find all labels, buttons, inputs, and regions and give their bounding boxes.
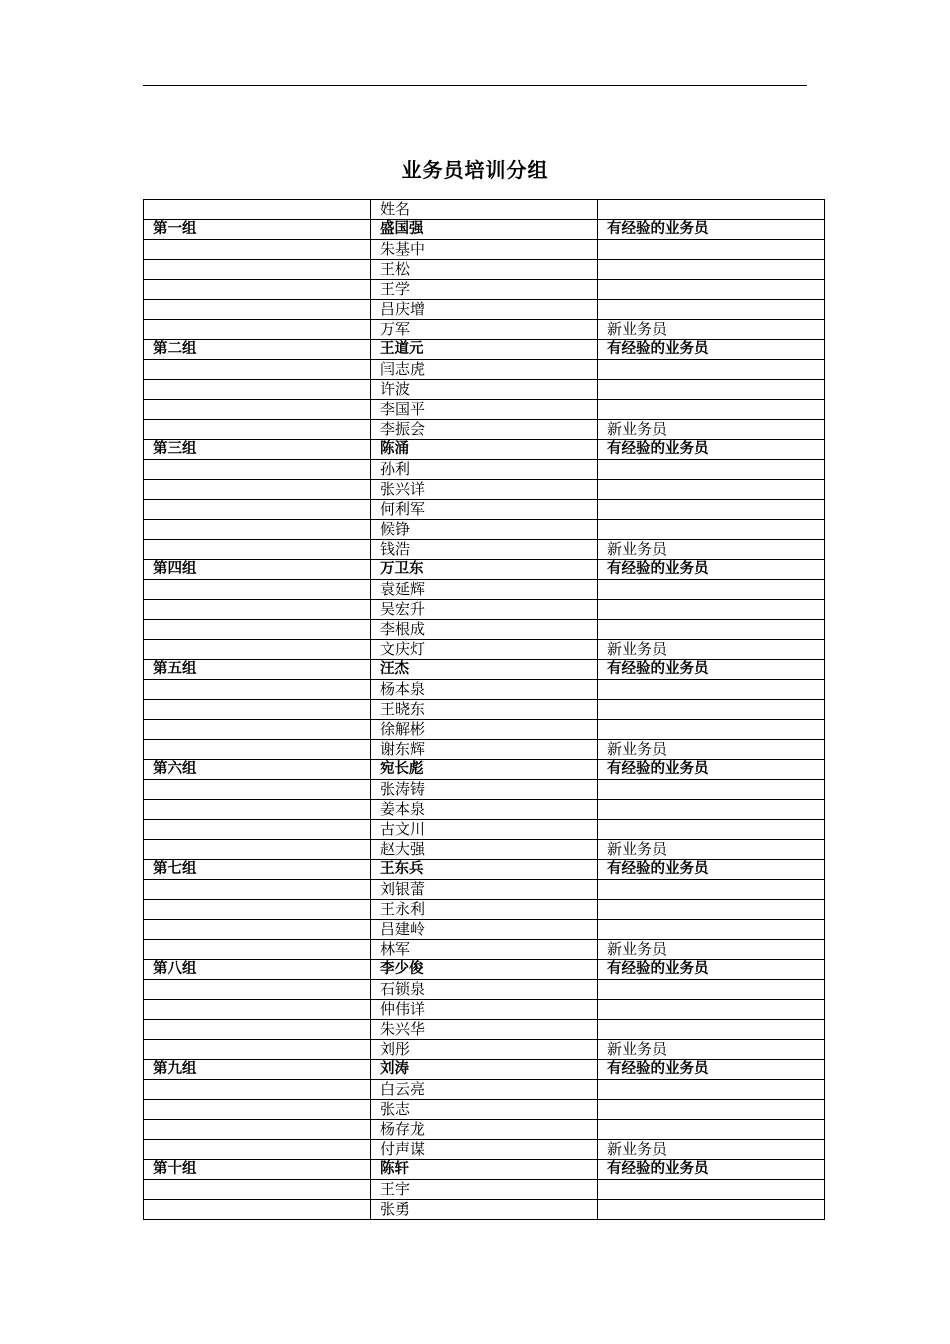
- table-row: [144, 840, 825, 860]
- member-role-cell: 新业务员: [598, 1040, 825, 1060]
- table-row: [144, 540, 825, 560]
- group-name-cell: [144, 520, 371, 540]
- training-group-table: [143, 199, 825, 1220]
- member-name-cell: 王道元: [371, 340, 598, 360]
- member-role-cell: 新业务员: [598, 320, 825, 340]
- table-row: [144, 1160, 825, 1180]
- table-row: [144, 1180, 825, 1200]
- table-row: [144, 1000, 825, 1020]
- group-name-cell: [144, 380, 371, 400]
- member-role-cell: [598, 600, 825, 620]
- member-name-cell: 王学: [371, 280, 598, 300]
- member-role-cell: [598, 480, 825, 500]
- group-name-cell: [144, 240, 371, 260]
- group-name-cell: 第七组: [144, 860, 371, 880]
- member-name-cell: 吴宏升: [371, 600, 598, 620]
- table-row: [144, 880, 825, 900]
- member-name-cell: 李振会: [371, 420, 598, 440]
- member-role-cell: 新业务员: [598, 940, 825, 960]
- group-name-cell: [144, 580, 371, 600]
- member-name-cell: 王永利: [371, 900, 598, 920]
- member-name-cell: 候铮: [371, 520, 598, 540]
- header-cell-group: [144, 200, 371, 220]
- group-name-cell: [144, 1180, 371, 1200]
- member-role-cell: [598, 1180, 825, 1200]
- member-name-cell: 王东兵: [371, 860, 598, 880]
- table-row: [144, 1080, 825, 1100]
- table-row: [144, 940, 825, 960]
- member-role-cell: 有经验的业务员: [598, 560, 825, 580]
- member-role-cell: 新业务员: [598, 740, 825, 760]
- header-cell-name: 姓名: [371, 200, 598, 220]
- member-role-cell: 新业务员: [598, 1140, 825, 1160]
- group-name-cell: [144, 940, 371, 960]
- table-header-row: [144, 200, 825, 220]
- table-row: [144, 340, 825, 360]
- group-name-cell: [144, 500, 371, 520]
- member-name-cell: 姜本泉: [371, 800, 598, 820]
- group-name-cell: [144, 900, 371, 920]
- member-role-cell: [598, 800, 825, 820]
- table-row: [144, 900, 825, 920]
- member-role-cell: [598, 920, 825, 940]
- table-row: [144, 620, 825, 640]
- table-row: [144, 820, 825, 840]
- table-row: [144, 720, 825, 740]
- member-role-cell: [598, 300, 825, 320]
- group-name-cell: 第三组: [144, 440, 371, 460]
- member-name-cell: 吕建岭: [371, 920, 598, 940]
- table-row: [144, 740, 825, 760]
- member-role-cell: 有经验的业务员: [598, 960, 825, 980]
- group-name-cell: [144, 1080, 371, 1100]
- member-name-cell: 付声谋: [371, 1140, 598, 1160]
- member-role-cell: 有经验的业务员: [598, 220, 825, 240]
- group-name-cell: 第五组: [144, 660, 371, 680]
- member-name-cell: 陈轩: [371, 1160, 598, 1180]
- member-role-cell: [598, 1100, 825, 1120]
- group-name-cell: [144, 640, 371, 660]
- group-name-cell: [144, 1200, 371, 1220]
- member-role-cell: 有经验的业务员: [598, 660, 825, 680]
- member-role-cell: 有经验的业务员: [598, 1160, 825, 1180]
- member-role-cell: [598, 880, 825, 900]
- group-name-cell: [144, 920, 371, 940]
- table-row: [144, 320, 825, 340]
- table-row: [144, 480, 825, 500]
- group-name-cell: 第九组: [144, 1060, 371, 1080]
- table-row: [144, 580, 825, 600]
- group-name-cell: [144, 460, 371, 480]
- member-name-cell: 陈涌: [371, 440, 598, 460]
- member-name-cell: 文庆灯: [371, 640, 598, 660]
- group-name-cell: [144, 680, 371, 700]
- group-name-cell: 第六组: [144, 760, 371, 780]
- member-name-cell: 李少俊: [371, 960, 598, 980]
- group-name-cell: [144, 720, 371, 740]
- table-row: [144, 780, 825, 800]
- table-row: [144, 1200, 825, 1220]
- member-name-cell: 李根成: [371, 620, 598, 640]
- group-name-cell: 第四组: [144, 560, 371, 580]
- member-role-cell: [598, 260, 825, 280]
- member-role-cell: [598, 820, 825, 840]
- group-name-cell: [144, 480, 371, 500]
- member-name-cell: 古文川: [371, 820, 598, 840]
- header-cell-role: [598, 200, 825, 220]
- member-role-cell: 新业务员: [598, 840, 825, 860]
- table-row: [144, 380, 825, 400]
- table-row: [144, 1100, 825, 1120]
- member-name-cell: 闫志虎: [371, 360, 598, 380]
- group-name-cell: [144, 1140, 371, 1160]
- member-name-cell: 徐解彬: [371, 720, 598, 740]
- table-row: [144, 760, 825, 780]
- member-name-cell: 朱基中: [371, 240, 598, 260]
- table-row: [144, 460, 825, 480]
- member-role-cell: 新业务员: [598, 420, 825, 440]
- member-name-cell: 刘涛: [371, 1060, 598, 1080]
- member-role-cell: [598, 240, 825, 260]
- group-name-cell: [144, 1120, 371, 1140]
- table-row: [144, 860, 825, 880]
- group-name-cell: [144, 980, 371, 1000]
- group-name-cell: [144, 1020, 371, 1040]
- member-name-cell: 宛长彪: [371, 760, 598, 780]
- member-role-cell: [598, 680, 825, 700]
- member-name-cell: 林军: [371, 940, 598, 960]
- table-row: [144, 280, 825, 300]
- group-name-cell: [144, 740, 371, 760]
- group-name-cell: [144, 420, 371, 440]
- member-role-cell: [598, 1080, 825, 1100]
- table-row: [144, 1020, 825, 1040]
- member-role-cell: 新业务员: [598, 640, 825, 660]
- member-name-cell: 王宇: [371, 1180, 598, 1200]
- member-name-cell: 李国平: [371, 400, 598, 420]
- member-role-cell: [598, 780, 825, 800]
- member-role-cell: [598, 1200, 825, 1220]
- member-name-cell: 盛国强: [371, 220, 598, 240]
- member-role-cell: 有经验的业务员: [598, 440, 825, 460]
- group-name-cell: [144, 400, 371, 420]
- group-name-cell: 第十组: [144, 1160, 371, 1180]
- member-role-cell: [598, 280, 825, 300]
- member-role-cell: 有经验的业务员: [598, 1060, 825, 1080]
- member-name-cell: 钱浩: [371, 540, 598, 560]
- table-row: [144, 300, 825, 320]
- group-name-cell: [144, 600, 371, 620]
- group-name-cell: [144, 620, 371, 640]
- group-name-cell: 第二组: [144, 340, 371, 360]
- table-row: [144, 980, 825, 1000]
- member-name-cell: 许波: [371, 380, 598, 400]
- table-row: [144, 640, 825, 660]
- member-name-cell: 刘彤: [371, 1040, 598, 1060]
- member-name-cell: 袁延辉: [371, 580, 598, 600]
- group-name-cell: [144, 1000, 371, 1020]
- member-name-cell: 刘银蕾: [371, 880, 598, 900]
- member-role-cell: [598, 1020, 825, 1040]
- group-name-cell: [144, 300, 371, 320]
- member-role-cell: [598, 720, 825, 740]
- table-row: [144, 500, 825, 520]
- member-role-cell: [598, 360, 825, 380]
- member-name-cell: 杨本泉: [371, 680, 598, 700]
- member-name-cell: 张志: [371, 1100, 598, 1120]
- table-row: [144, 660, 825, 680]
- group-name-cell: [144, 820, 371, 840]
- table-row: [144, 680, 825, 700]
- table-row: [144, 220, 825, 240]
- table-row: [144, 240, 825, 260]
- group-name-cell: [144, 700, 371, 720]
- member-role-cell: [598, 1120, 825, 1140]
- group-name-cell: [144, 260, 371, 280]
- member-role-cell: [598, 620, 825, 640]
- group-name-cell: [144, 800, 371, 820]
- table-row: [144, 420, 825, 440]
- table-row: [144, 360, 825, 380]
- member-role-cell: [598, 580, 825, 600]
- group-name-cell: [144, 1040, 371, 1060]
- member-name-cell: 万卫东: [371, 560, 598, 580]
- table-row: [144, 800, 825, 820]
- member-role-cell: 有经验的业务员: [598, 760, 825, 780]
- member-role-cell: [598, 700, 825, 720]
- member-role-cell: [598, 400, 825, 420]
- table-row: [144, 1060, 825, 1080]
- table-row: [144, 560, 825, 580]
- group-name-cell: 第八组: [144, 960, 371, 980]
- member-role-cell: 有经验的业务员: [598, 340, 825, 360]
- group-name-cell: [144, 360, 371, 380]
- member-name-cell: 吕庆增: [371, 300, 598, 320]
- member-name-cell: 张勇: [371, 1200, 598, 1220]
- group-name-cell: [144, 540, 371, 560]
- table-row: [144, 1120, 825, 1140]
- member-name-cell: 仲伟详: [371, 1000, 598, 1020]
- member-role-cell: [598, 1000, 825, 1020]
- member-role-cell: 有经验的业务员: [598, 860, 825, 880]
- table-row: [144, 920, 825, 940]
- member-name-cell: 赵大强: [371, 840, 598, 860]
- member-role-cell: [598, 900, 825, 920]
- table-row: [144, 700, 825, 720]
- member-role-cell: 新业务员: [598, 540, 825, 560]
- table-row: [144, 960, 825, 980]
- member-role-cell: [598, 460, 825, 480]
- member-role-cell: [598, 380, 825, 400]
- group-name-cell: [144, 280, 371, 300]
- table-row: [144, 1040, 825, 1060]
- group-name-cell: [144, 840, 371, 860]
- member-name-cell: 白云亮: [371, 1080, 598, 1100]
- member-name-cell: 王松: [371, 260, 598, 280]
- group-name-cell: [144, 880, 371, 900]
- document-title: 业务员培训分组: [401, 158, 549, 182]
- group-name-cell: [144, 1100, 371, 1120]
- table-row: [144, 1140, 825, 1160]
- member-role-cell: [598, 980, 825, 1000]
- member-name-cell: 石锁泉: [371, 980, 598, 1000]
- table-row: [144, 520, 825, 540]
- table-body: [144, 200, 825, 1220]
- group-name-cell: 第一组: [144, 220, 371, 240]
- group-name-cell: [144, 780, 371, 800]
- member-role-cell: [598, 500, 825, 520]
- member-name-cell: 王晓东: [371, 700, 598, 720]
- header-rule: [143, 85, 807, 86]
- table-row: [144, 400, 825, 420]
- member-role-cell: [598, 520, 825, 540]
- member-name-cell: 朱兴华: [371, 1020, 598, 1040]
- member-name-cell: 汪杰: [371, 660, 598, 680]
- group-name-cell: [144, 320, 371, 340]
- table-row: [144, 600, 825, 620]
- member-name-cell: 何利军: [371, 500, 598, 520]
- member-name-cell: 谢东辉: [371, 740, 598, 760]
- table-row: [144, 440, 825, 460]
- member-name-cell: 孙利: [371, 460, 598, 480]
- member-name-cell: 张兴详: [371, 480, 598, 500]
- member-name-cell: 张涛铸: [371, 780, 598, 800]
- member-name-cell: 杨存龙: [371, 1120, 598, 1140]
- table-row: [144, 260, 825, 280]
- member-name-cell: 万军: [371, 320, 598, 340]
